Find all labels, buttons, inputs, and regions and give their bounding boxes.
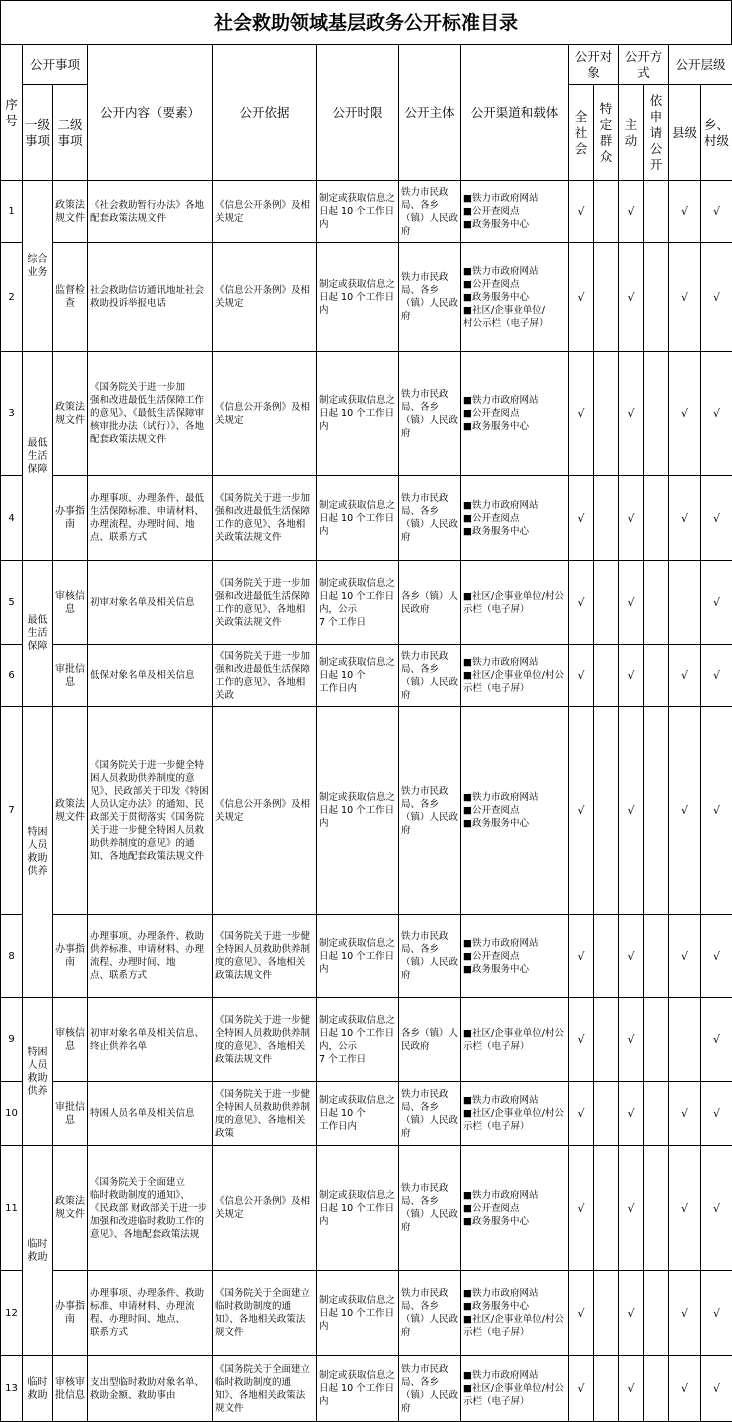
level2-category: 政策法规文件	[53, 1146, 88, 1271]
content-cell: 《国务院关于进一步健全特困人员救助供养制度的意见》、民政部关于印发《特困人员认定办法》的通知、民政部关于贯彻落实《国务院关于进一步健全特困人员救助供养制度的意见》的通知、各地配套政策法规文件	[88, 707, 213, 915]
channel-cell: ■铁力市政府网站 ■社区/企事业单位/村公示栏（电子屏）	[461, 1082, 569, 1146]
time-limit-cell: 制定或获取信息之日起 10 个工作日内，公示 7 个工作日	[317, 998, 399, 1082]
check-township: √	[701, 476, 732, 561]
check-on-request	[644, 1082, 669, 1146]
subject-cell: 铁力市民政局、各乡（镇）人民政府	[399, 645, 461, 707]
content-cell: 特困人员名单及相关信息	[88, 1082, 213, 1146]
table-row	[1, 476, 732, 561]
time-limit-cell: 制定或获取信息之日起 10 个工作日内	[317, 181, 399, 243]
time-limit-cell: 制定或获取信息之日起 10 个 工作日内	[317, 645, 399, 707]
row-seq: 3	[1, 352, 23, 476]
basis-cell: 《国务院关于全面建立临时救助制度的通知》、各地相关政策法规文件	[213, 1356, 317, 1422]
check-on-request	[644, 1356, 669, 1422]
time-limit-cell: 制定或获取信息之日起 10 个工作日内	[317, 243, 399, 352]
header-target: 公开对象	[569, 45, 619, 85]
channel-cell: ■铁力市政府网站 ■公开查阅点 ■政务服务中心	[461, 915, 569, 998]
content-cell: 办理事项、办理条件、最低生活保障标准、申请材料、办理流程、办理时间、地点、联系方式	[88, 476, 213, 561]
check-county: √	[669, 1271, 701, 1356]
check-active: √	[619, 352, 644, 476]
check-all-society: √	[569, 1271, 594, 1356]
subject-cell: 各乡（镇）人民政府	[399, 561, 461, 645]
level2-category: 监督检查	[53, 243, 88, 352]
subject-cell: 铁力市民政局、各乡（镇）人民政府	[399, 1082, 461, 1146]
table-row	[1, 243, 732, 352]
channel-cell: ■铁力市政府网站 ■公开查阅点 ■政务服务中心	[461, 707, 569, 915]
check-on-request	[644, 181, 669, 243]
subject-cell: 铁力市民政局、各乡（镇）人民政府	[399, 352, 461, 476]
check-active: √	[619, 998, 644, 1082]
check-on-request	[644, 352, 669, 476]
basis-cell: 《信息公开条例》及相关规定	[213, 243, 317, 352]
time-limit-cell: 制定或获取信息之日起 10 个工作日内	[317, 915, 399, 998]
level1-category: 特困人员救助供养	[23, 707, 53, 998]
check-township: √	[701, 707, 732, 915]
level1-category: 特困人员救助供养	[23, 998, 53, 1146]
basis-cell: 《信息公开条例》及相关规定	[213, 181, 317, 243]
check-county: √	[669, 1146, 701, 1271]
subject-cell: 铁力市民政局、各乡（镇）人民政府	[399, 181, 461, 243]
header-channel: 公开渠道和载体	[461, 45, 569, 181]
basis-cell: 《信息公开条例》及相关规定	[213, 707, 317, 915]
channel-cell: ■铁力市政府网站 ■公开查阅点 ■政务服务中心 ■社区/企事业单位/ 村公示栏（电子屏）	[461, 243, 569, 352]
header-content: 公开内容（要素）	[88, 45, 213, 181]
check-specific-group	[594, 1271, 619, 1356]
subject-cell: 铁力市民政局、各乡（镇）人民政府	[399, 1356, 461, 1422]
time-limit-cell: 制定或获取信息之日起 10 个工作日内	[317, 476, 399, 561]
subject-cell: 铁力市民政局、各乡（镇）人民政府	[399, 915, 461, 998]
level2-category: 审核审批信息	[53, 1356, 88, 1422]
header-subject: 公开主体	[399, 45, 461, 181]
check-all-society: √	[569, 707, 594, 915]
subject-cell: 各乡（镇）人民政府	[399, 998, 461, 1082]
check-all-society: √	[569, 998, 594, 1082]
check-on-request	[644, 561, 669, 645]
channel-cell: ■铁力市政府网站 ■公开查阅点 ■政务服务中心	[461, 1146, 569, 1271]
subject-cell: 铁力市民政局、各乡（镇）人民政府	[399, 476, 461, 561]
check-active: √	[619, 476, 644, 561]
header-method: 公开方式	[619, 45, 669, 85]
header-level1: 一级事项	[23, 85, 53, 181]
check-specific-group	[594, 1082, 619, 1146]
check-active: √	[619, 915, 644, 998]
row-seq: 11	[1, 1146, 23, 1271]
content-cell: 社会救助信访通讯地址社会救助投诉举报电话	[88, 243, 213, 352]
table-row	[1, 998, 732, 1082]
channel-cell: ■铁力市政府网站 ■公开查阅点 ■政务服务中心	[461, 476, 569, 561]
channel-cell: ■铁力市政府网站 ■社区/企事业单位/村公示栏（电子屏）	[461, 1356, 569, 1422]
table-row	[1, 181, 732, 243]
check-specific-group	[594, 181, 619, 243]
check-township: √	[701, 352, 732, 476]
level2-category: 审批信息	[53, 1082, 88, 1146]
header-county: 县级	[669, 85, 701, 181]
check-active: √	[619, 561, 644, 645]
table-row	[1, 1356, 732, 1422]
standard-catalog-table	[0, 44, 732, 1422]
level2-category: 办事指南	[53, 915, 88, 998]
channel-cell: ■社区/企事业单位/村公示栏（电子屏）	[461, 998, 569, 1082]
level1-category: 最低生活保障	[23, 352, 53, 561]
time-limit-cell: 制定或获取信息之日起 10 个工作日内	[317, 707, 399, 915]
row-seq: 9	[1, 998, 23, 1082]
time-limit-cell: 制定或获取信息之日起 10 个 工作日内	[317, 1082, 399, 1146]
check-active: √	[619, 243, 644, 352]
check-township: √	[701, 998, 732, 1082]
check-all-society: √	[569, 915, 594, 998]
time-limit-cell: 制定或获取信息之日起 10 个工作日内	[317, 1271, 399, 1356]
check-county: √	[669, 915, 701, 998]
check-specific-group	[594, 707, 619, 915]
check-all-society: √	[569, 352, 594, 476]
check-township: √	[701, 645, 732, 707]
table-row	[1, 707, 732, 915]
check-all-society: √	[569, 476, 594, 561]
basis-cell: 《信息公开条例》及相关规定	[213, 352, 317, 476]
check-all-society: √	[569, 1146, 594, 1271]
check-county	[669, 998, 701, 1082]
check-specific-group	[594, 645, 619, 707]
check-township: √	[701, 561, 732, 645]
check-county: √	[669, 181, 701, 243]
content-cell: 初审对象名单及相关信息、终止供养名单	[88, 998, 213, 1082]
page-title: 社会救助领域基层政务公开标准目录	[0, 0, 732, 44]
level1-category: 综合业务	[23, 181, 53, 352]
check-specific-group	[594, 352, 619, 476]
check-township: √	[701, 1271, 732, 1356]
level1-category: 临时救助	[23, 1146, 53, 1356]
row-seq: 12	[1, 1271, 23, 1356]
check-all-society: √	[569, 561, 594, 645]
row-seq: 10	[1, 1082, 23, 1146]
level2-category: 政策法规文件	[53, 707, 88, 915]
basis-cell: 《国务院关于进一步健全特困人员救助供养制度的意见》、各地相关政策法规文件	[213, 998, 317, 1082]
check-active: √	[619, 645, 644, 707]
channel-cell: ■社区/企事业单位/村公示栏（电子屏）	[461, 561, 569, 645]
channel-cell: ■铁力市政府网站 ■政务服务中心 ■社区/企事业单位/村公示栏（电子屏）	[461, 1271, 569, 1356]
table-row	[1, 915, 732, 998]
check-specific-group	[594, 561, 619, 645]
header-on-request: 依申请公开	[644, 85, 669, 181]
check-county: √	[669, 1082, 701, 1146]
basis-cell: 《国务院关于全面建立临时救助制度的通知》、各地相关政策法规文件	[213, 1271, 317, 1356]
check-on-request	[644, 476, 669, 561]
table-row	[1, 645, 732, 707]
header-layer: 公开层级	[669, 45, 732, 85]
row-seq: 1	[1, 181, 23, 243]
check-all-society: √	[569, 1082, 594, 1146]
check-active: √	[619, 1146, 644, 1271]
check-on-request	[644, 998, 669, 1082]
check-on-request	[644, 707, 669, 915]
time-limit-cell: 制定或获取信息之日起 10 个工作日内	[317, 1356, 399, 1422]
channel-cell: ■铁力市政府网站 ■公开查阅点 ■政务服务中心	[461, 352, 569, 476]
header-seq: 序号	[1, 45, 23, 181]
content-cell: 《社会救助暂行办法》各地配套政策法规文件	[88, 181, 213, 243]
row-seq: 2	[1, 243, 23, 352]
level2-category: 办事指南	[53, 476, 88, 561]
check-all-society: √	[569, 1356, 594, 1422]
level2-category: 办事指南	[53, 1271, 88, 1356]
check-county: √	[669, 476, 701, 561]
content-cell: 支出型临时救助对象名单、救助金额、救助事由	[88, 1356, 213, 1422]
header-active: 主动	[619, 85, 644, 181]
content-cell: 办理事项、办理条件、救助供养标准、申请材料、办理流程、办理时间、地 点、联系方式	[88, 915, 213, 998]
row-seq: 8	[1, 915, 23, 998]
header-time-limit: 公开时限	[317, 45, 399, 181]
table-row	[1, 1271, 732, 1356]
header-level2: 二级事项	[53, 85, 88, 181]
row-seq: 6	[1, 645, 23, 707]
subject-cell: 铁力市民政局、各乡（镇）人民政府	[399, 707, 461, 915]
header-matter: 公开事项	[23, 45, 88, 85]
check-county: √	[669, 243, 701, 352]
check-county: √	[669, 352, 701, 476]
check-active: √	[619, 1271, 644, 1356]
check-active: √	[619, 181, 644, 243]
content-cell: 初审对象名单及相关信息	[88, 561, 213, 645]
basis-cell: 《国务院关于进一步健全特困人员救助供养制度的意见》、各地相关政策	[213, 1082, 317, 1146]
level1-category: 临时救助	[23, 1356, 53, 1422]
basis-cell: 《国务院关于进一步加强和改进最低生活保障工作的意见》、各地相关政	[213, 645, 317, 707]
check-township: √	[701, 181, 732, 243]
table-row	[1, 561, 732, 645]
content-cell: 《国务院关于进一步加 强和改进最低生活保障工作的意见》、《最低生活保障审核审批办法（试行）》、各地配套政策法规文件	[88, 352, 213, 476]
table-row	[1, 1082, 732, 1146]
check-on-request	[644, 645, 669, 707]
check-on-request	[644, 1271, 669, 1356]
header-all-society: 全社会	[569, 85, 594, 181]
channel-cell: ■铁力市政府网站 ■社区/企事业单位/村公示栏（电子屏）	[461, 645, 569, 707]
check-all-society: √	[569, 645, 594, 707]
check-specific-group	[594, 476, 619, 561]
time-limit-cell: 制定或获取信息之日起 10 个工作日内，公示 7 个工作日	[317, 561, 399, 645]
check-all-society: √	[569, 243, 594, 352]
check-county: √	[669, 645, 701, 707]
level2-category: 政策法规文件	[53, 352, 88, 476]
table-row	[1, 352, 732, 476]
header-basis: 公开依据	[213, 45, 317, 181]
basis-cell: 《信息公开条例》及相关规定	[213, 1146, 317, 1271]
level1-category: 最低生活保障	[23, 561, 53, 707]
check-on-request	[644, 1146, 669, 1271]
check-township: √	[701, 1082, 732, 1146]
check-township: √	[701, 1356, 732, 1422]
content-cell: 办理事项、办理条件、救助标准、申请材料、办理流程、办理时间、地点、 联系方式	[88, 1271, 213, 1356]
check-county	[669, 561, 701, 645]
check-all-society: √	[569, 181, 594, 243]
check-on-request	[644, 243, 669, 352]
level2-category: 审核信息	[53, 998, 88, 1082]
check-active: √	[619, 1082, 644, 1146]
basis-cell: 《国务院关于进一步健全特困人员救助供养制度的意见》、各地相关政策法规文件	[213, 915, 317, 998]
check-township: √	[701, 243, 732, 352]
check-specific-group	[594, 243, 619, 352]
check-active: √	[619, 1356, 644, 1422]
check-specific-group	[594, 915, 619, 998]
row-seq: 4	[1, 476, 23, 561]
level2-category: 政策法规文件	[53, 181, 88, 243]
level2-category: 审批信息	[53, 645, 88, 707]
time-limit-cell: 制定或获取信息之日起 10 个工作日内	[317, 352, 399, 476]
content-cell: 《国务院关于全面建立 临时救助制度的通知》、 《民政部 财政部关于进一步加强和改进临时救助工作的意见》、各地配套政策法规	[88, 1146, 213, 1271]
row-seq: 7	[1, 707, 23, 915]
row-seq: 5	[1, 561, 23, 645]
header-specific-group: 特定群众	[594, 85, 619, 181]
content-cell: 低保对象名单及相关信息	[88, 645, 213, 707]
row-seq: 13	[1, 1356, 23, 1422]
header-township: 乡、村级	[701, 85, 732, 181]
check-specific-group	[594, 1146, 619, 1271]
check-on-request	[644, 915, 669, 998]
check-active: √	[619, 707, 644, 915]
basis-cell: 《国务院关于进一步加强和改进最低生活保障工作的意见》、各地相关政策法规文件	[213, 476, 317, 561]
table-row	[1, 1146, 732, 1271]
level2-category: 审核信息	[53, 561, 88, 645]
subject-cell: 铁力市民政局、各乡（镇）人民政府	[399, 1146, 461, 1271]
time-limit-cell: 制定或获取信息之日起 10 个工作日内	[317, 1146, 399, 1271]
check-specific-group	[594, 998, 619, 1082]
subject-cell: 铁力市民政局、各乡（镇）人民政府	[399, 243, 461, 352]
check-township: √	[701, 915, 732, 998]
check-specific-group	[594, 1356, 619, 1422]
basis-cell: 《国务院关于进一步加强和改进最低生活保障工作的意见》、各地相关政策法规文件	[213, 561, 317, 645]
check-township: √	[701, 1146, 732, 1271]
subject-cell: 铁力市民政局、各乡（镇）人民政府	[399, 1271, 461, 1356]
check-county: √	[669, 1356, 701, 1422]
channel-cell: ■铁力市政府网站 ■公开查阅点 ■政务服务中心	[461, 181, 569, 243]
check-county: √	[669, 707, 701, 915]
